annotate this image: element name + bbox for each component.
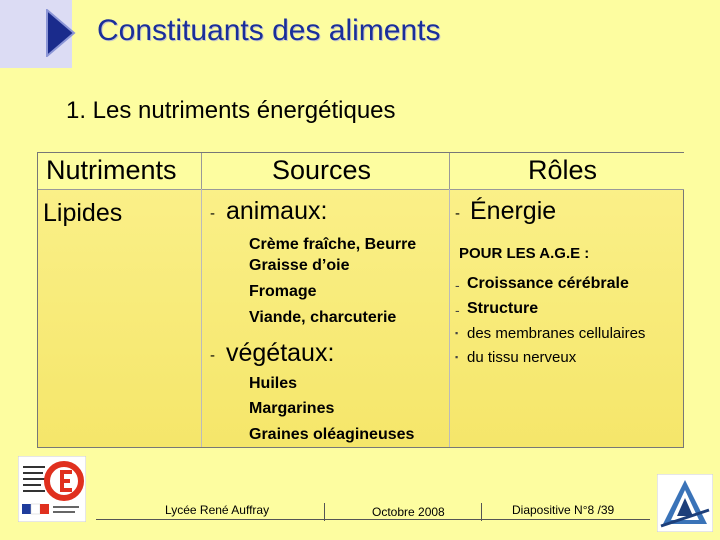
bullet-icon: ▪ xyxy=(455,352,459,362)
age-heading: POUR LES A.G.E : xyxy=(459,245,590,262)
animal-source-item: Graisse d’oie xyxy=(249,257,350,274)
header-sources: Sources xyxy=(272,155,372,185)
slide-title: Constituants des aliments xyxy=(97,14,441,47)
nutrient-name: Lipides xyxy=(43,199,123,227)
header-cell-sources xyxy=(201,153,450,190)
plant-source-item: Huiles xyxy=(249,375,298,392)
footer-separator xyxy=(481,503,482,521)
footer-rule xyxy=(96,519,650,520)
plant-sources-heading: végétaux: xyxy=(226,339,335,367)
bullet-icon: ▪ xyxy=(455,328,459,338)
dash-marker: - xyxy=(210,205,215,222)
header-cell-roles xyxy=(449,153,684,190)
structure-item: des membranes cellulaires xyxy=(467,325,646,342)
dash-marker: - xyxy=(455,205,460,222)
animal-source-item: Viande, charcuterie xyxy=(249,309,397,326)
role-energy: Énergie xyxy=(470,197,557,225)
footer-school: Lycée René Auffray xyxy=(165,503,270,517)
column-divider xyxy=(449,189,450,447)
header-cell-nutriments xyxy=(38,153,201,190)
nutrients-table xyxy=(37,152,684,448)
footer-date: Octobre 2008 xyxy=(372,505,445,519)
plant-source-item: Graines oléagineuses xyxy=(249,426,415,443)
school-logo xyxy=(657,474,713,532)
age-role-item: Structure xyxy=(467,300,539,317)
animal-sources-heading: animaux: xyxy=(226,197,328,225)
dash-marker: - xyxy=(455,302,460,318)
dash-marker: - xyxy=(210,347,215,364)
header-roles: Rôles xyxy=(528,155,598,185)
ministry-logo xyxy=(18,456,86,522)
animal-source-item: Fromage xyxy=(249,283,317,300)
slide-number: Diapositive N°8 /39 xyxy=(512,503,615,517)
plant-source-item: Margarines xyxy=(249,400,335,417)
header-nutriments: Nutriments xyxy=(46,155,177,185)
navigation-chevron-icon[interactable] xyxy=(46,9,76,57)
animal-source-item: Crème fraîche, Beurre xyxy=(249,236,417,253)
column-divider xyxy=(201,189,202,447)
age-role-item: Croissance cérébrale xyxy=(467,275,629,292)
structure-item: du tissu nerveux xyxy=(467,349,577,366)
section-heading: 1. Les nutriments énergétiques xyxy=(66,97,396,124)
footer-separator xyxy=(324,503,325,521)
dash-marker: - xyxy=(455,277,460,293)
